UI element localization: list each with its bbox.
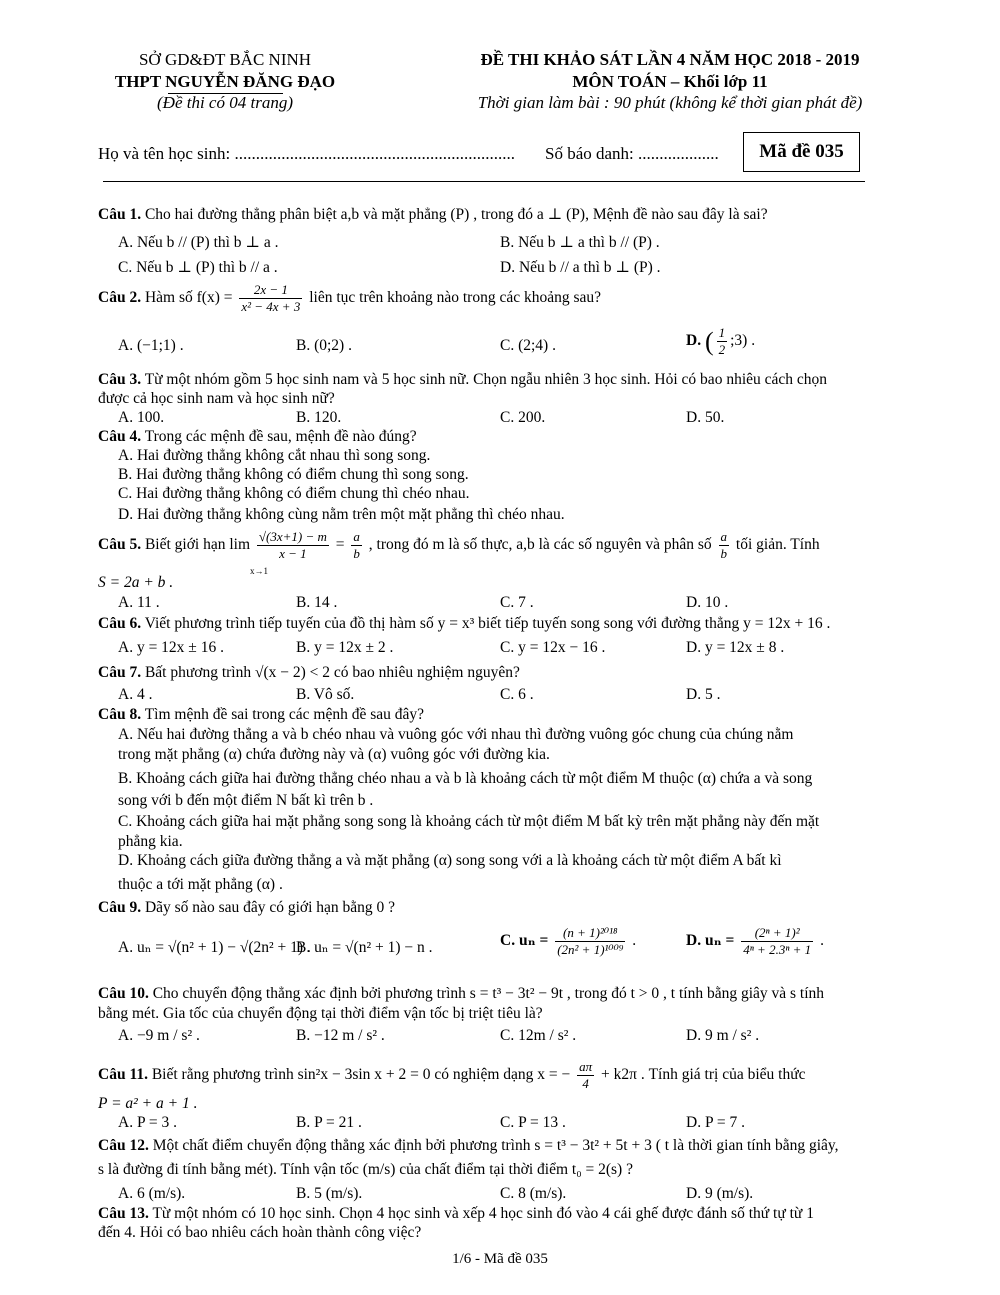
q13-line2: đến 4. Hỏi có bao nhiêu cách hoàn thành công việc? [98, 1224, 422, 1241]
q5-denominator: x − 1 [279, 546, 307, 561]
q9-option-a[interactable]: A. uₙ = √(n² + 1) − √(2n² + 1) . [118, 939, 311, 956]
q2-option-c[interactable]: C. (2;4) . [500, 337, 556, 354]
q9-d-fraction [741, 926, 813, 957]
q9-option-d[interactable]: D. uₙ = $\frac{\text{(2ⁿ + 1)²}}{\text{4ⁿ + 2.3ⁿ + 1}}$ . [686, 925, 824, 957]
q7-option-c[interactable]: C. 6 . [500, 686, 534, 703]
q5-ab-num: a [353, 529, 360, 544]
q2-d-fraction [717, 326, 728, 357]
q11-den: 4 [582, 1076, 589, 1091]
q1-option-c[interactable]: C. Nếu b ⊥ (P) thì b // a . [118, 259, 278, 276]
q4-option-d[interactable]: D. Hai đường thẳng không cùng nằm trên một mặt phẳng thì chéo nhau. [118, 506, 565, 523]
q8-option-b-cont: song với b đến một điểm N bất kì trên b . [118, 792, 374, 809]
subject: MÔN TOÁN – Khối lớp 11 [572, 72, 768, 91]
q2-d-denominator: 2 [718, 342, 726, 357]
question-6 [98, 614, 830, 633]
q7-label: Câu 7. [98, 664, 142, 681]
q1-text: Cho hai đường thẳng phân biệt a,b và mặt phẳng (P) , trong đó a ⊥ (P), Mệnh đề nào sau đây là sai? [144, 206, 768, 223]
q5-limit-fraction [257, 530, 329, 561]
q11-option-b[interactable]: B. P = 21 . [296, 1114, 362, 1131]
question-8 [98, 705, 424, 724]
q3-line2: được cả học sinh nam và học sinh nữ? [98, 390, 335, 407]
question-2 [98, 283, 601, 314]
duration: Thời gian làm bài : 90 phút (không kể thời gian phát đề) [477, 93, 863, 112]
q12-option-d[interactable]: D. 9 (m/s). [686, 1185, 754, 1202]
q11-option-a[interactable]: A. P = 3 . [118, 1114, 177, 1131]
q6-option-c[interactable]: C. y = 12x − 16 . [500, 639, 606, 656]
q6-option-a[interactable]: A. y = 12x ± 16 . [118, 639, 224, 656]
q2-pre: Hàm số f(x) = [144, 289, 233, 307]
question-7 [98, 663, 520, 682]
q9-text: Dãy số nào sau đây có giới hạn bằng 0 ? [144, 899, 396, 916]
q9-label: Câu 9. [98, 899, 142, 916]
q4-text: Trong các mệnh đề sau, mệnh đề nào đúng? [144, 428, 417, 445]
page-footer: 1/6 - Mã đề 035 [452, 1251, 548, 1267]
q11-pre: Biết rằng phương trình sin²x − 3sin x + 2 = 0 có nghiệm dạng x = − [151, 1066, 571, 1084]
q10-option-d[interactable]: D. 9 m / s² . [686, 1027, 760, 1044]
student-id-line: Số báo danh: ................... [545, 144, 719, 163]
q2-option-a[interactable]: A. (−1;1) . [118, 337, 184, 354]
q10-option-b[interactable]: B. −12 m / s² . [296, 1027, 385, 1044]
q6-label: Câu 6. [98, 615, 142, 632]
q8-option-c-cont: phẳng kia. [118, 833, 183, 850]
q2-option-b[interactable]: B. (0;2) . [296, 337, 352, 354]
q1-label: Câu 1. [98, 206, 142, 223]
q11-num: aπ [579, 1059, 593, 1074]
q5-fr-den: b [720, 546, 728, 561]
q2-d-label: D. [686, 332, 702, 350]
q9-d-label: D. uₙ = [686, 932, 735, 950]
q8-option-d[interactable]: D. Khoảng cách giữa đường thẳng a và mặt phẳng (α) song song với a là khoảng cách từ một điểm A bất kì [118, 852, 782, 869]
exam-title: ĐỀ THI KHẢO SÁT LẦN 4 NĂM HỌC 2018 - 2019 [480, 50, 860, 69]
q11-line2: P = a² + a + 1 . [98, 1095, 198, 1112]
q5-label: Câu 5. [98, 536, 142, 554]
q6-text: Viết phương trình tiếp tuyến của đồ thị hàm số y = x³ biết tiếp tuyến song song với đường thẳng y = 12x + 16 . [144, 615, 831, 632]
q10-option-a[interactable]: A. −9 m / s² . [118, 1027, 200, 1044]
q8-option-d-cont: thuộc a tới mặt phẳng (α) . [118, 876, 283, 893]
q7-option-b[interactable]: B. Vô số. [296, 686, 355, 703]
q3-option-a[interactable]: A. 100. [118, 409, 165, 426]
q11-label: Câu 11. [98, 1066, 148, 1084]
q5-ab-fraction-2 [719, 530, 730, 561]
question-12 [98, 1136, 839, 1155]
q7-option-a[interactable]: A. 4 . [118, 686, 153, 703]
q1-option-b[interactable]: B. Nếu b ⊥ a thì b // (P) . [500, 234, 660, 251]
question-11 [98, 1060, 805, 1091]
q3-option-c[interactable]: C. 200. [500, 409, 546, 426]
q6-option-d[interactable]: D. y = 12x ± 8 . [686, 639, 785, 656]
q3-option-b[interactable]: B. 120. [296, 409, 342, 426]
q2-denominator: x² − 4x + 3 [241, 299, 301, 314]
q13-line1: Từ một nhóm có 10 học sinh. Chọn 4 học sinh và xếp 4 học sinh đó vào 4 cái ghế được đánh số thứ tự từ 1 [152, 1205, 814, 1222]
question-13 [98, 1204, 814, 1223]
q9-c-label: C. uₙ = [500, 932, 549, 950]
question-5: Câu 5. Biết giới hạn lim $\frac{√(3x+1) - m}{x - 1}$ = $\frac{a}{b}$ , trong đó m là số thực, a,b là các số nguyên và phân số $\frac{a}{b}$ tối giản. Tính [98, 529, 820, 561]
q8-option-a[interactable]: A. Nếu hai đường thẳng a và b chéo nhau và vuông góc với nhau thì đường vuông góc chung của chúng nằm [118, 726, 794, 743]
q5-option-b[interactable]: B. 14 . [296, 594, 338, 611]
q10-line2: bằng mét. Gia tốc của chuyển động tại thời điểm vận tốc bị triệt tiêu là? [98, 1005, 543, 1022]
q13-label: Câu 13. [98, 1205, 149, 1222]
q5-ab-den: b [353, 546, 360, 561]
q4-label: Câu 4. [98, 428, 142, 445]
q5-option-d[interactable]: D. 10 . [686, 594, 729, 611]
q5-pre: Biết giới hạn lim [144, 536, 251, 554]
student-name-line: Họ và tên học sinh: .................................................................. [98, 144, 515, 163]
q5-post: tối giản. Tính [735, 536, 820, 554]
q9-c-fraction [555, 926, 625, 957]
q9-d-num: (2ⁿ + 1)² [741, 926, 813, 942]
q4-option-c[interactable]: C. Hai đường thẳng không có điểm chung thì chéo nhau. [118, 485, 470, 502]
q2-label: Câu 2. [98, 289, 142, 307]
q2-fraction [239, 283, 302, 314]
q10-label: Câu 10. [98, 985, 149, 1002]
q9-c-den: (2n² + 1)¹⁰⁰⁹ [557, 942, 624, 957]
q2-post: liên tục trên khoảng nào trong các khoảng sau? [309, 289, 602, 307]
q5-mid: , trong đó m là số thực, a,b là các số nguyên và phân số [368, 536, 712, 554]
q7-text: Bất phương trình √(x − 2) < 2 có bao nhiêu nghiệm nguyên? [144, 664, 520, 681]
q11-post: + k2π . Tính giá trị của biểu thức [601, 1066, 806, 1084]
q11-option-c[interactable]: C. P = 13 . [500, 1114, 566, 1131]
q3-option-d[interactable]: D. 50. [686, 409, 725, 426]
q8-option-a-cont: trong mặt phẳng (α) chứa đường này và (α) vuông góc với đường kia. [118, 746, 550, 763]
q10-line1: Cho chuyển động thẳng xác định bởi phương trình s = t³ − 3t² − 9t , trong đó t > 0 , t tính bằng giây và s tính [152, 985, 825, 1002]
q5-option-c[interactable]: C. 7 . [500, 594, 534, 611]
q9-option-b[interactable]: B. uₙ = √(n² + 1) − n . [296, 939, 433, 956]
q3-line1: Từ một nhóm gồm 5 học sinh nam và 5 học sinh nữ. Chọn ngẫu nhiên 3 học sinh. Hỏi có bao nhiêu cách chọn [144, 371, 828, 388]
exam-code-box [743, 132, 860, 172]
q5-ab-fraction [351, 530, 362, 561]
question-4 [98, 427, 417, 446]
q12-option-a[interactable]: A. 6 (m/s). [118, 1185, 186, 1202]
q11-fraction [577, 1060, 594, 1091]
q9-d-den: 4ⁿ + 2.3ⁿ + 1 [743, 942, 812, 957]
q8-option-b[interactable]: B. Khoảng cách giữa hai đường thẳng chéo nhau a và b là khoảng cách từ một điểm M thuộc (α) chứa a và song [118, 770, 813, 787]
question-10 [98, 984, 824, 1003]
q5-option-a[interactable]: A. 11 . [118, 594, 160, 611]
q5-line2: S = 2a + b . [98, 574, 174, 591]
q12-line1: Một chất điểm chuyển động thẳng xác định bởi phương trình s = t³ − 3t² + 5t + 3 ( t là thời gian tính bằng giây, [152, 1137, 839, 1154]
q1-option-a[interactable]: A. Nếu b // (P) thì b ⊥ a . [118, 234, 279, 251]
department: SỞ GD&ĐT BẮC NINH [138, 50, 312, 69]
q3-label: Câu 3. [98, 371, 142, 388]
q2-option-d[interactable]: D. ( $\frac{1}{2}$ ;3) . [686, 325, 756, 357]
q9-option-c[interactable]: C. uₙ = $\frac{\text{(n + 1)²⁰¹⁸}}{\text{(2n² + 1)¹⁰⁰⁹}}$ . [500, 925, 637, 957]
q12-option-b[interactable]: B. 5 (m/s). [296, 1185, 363, 1202]
exam-code: Mã đề 035 [759, 141, 844, 162]
q2-d-post: ;3) . [730, 332, 756, 350]
q10-option-c[interactable]: C. 12m / s² . [500, 1027, 577, 1044]
question-1 [98, 205, 768, 224]
q11-option-d[interactable]: D. P = 7 . [686, 1114, 745, 1131]
pages-note: (Đề thi có 04 trang) [157, 93, 293, 112]
q9-c-num: (n + 1)²⁰¹⁸ [555, 926, 625, 942]
q5-numerator: √(3x+1) − m [258, 529, 327, 544]
q5-limit-sub: x→1 [250, 566, 268, 576]
q12-label: Câu 12. [98, 1137, 149, 1154]
q4-option-a[interactable]: A. Hai đường thẳng không cắt nhau thì song song. [118, 447, 431, 464]
q12-option-c[interactable]: C. 8 (m/s). [500, 1185, 567, 1202]
q8-text: Tìm mệnh đề sai trong các mệnh đề sau đây? [144, 706, 425, 723]
question-3 [98, 370, 827, 389]
q2-d-numerator: 1 [718, 325, 726, 340]
q7-option-d[interactable]: D. 5 . [686, 686, 721, 703]
question-9 [98, 898, 395, 917]
q8-option-c[interactable]: C. Khoảng cách giữa hai mặt phẳng song song là khoảng cách từ một điểm M bất kỳ trên mặt phẳng này đến mặt [118, 813, 820, 830]
school-name: THPT NGUYỄN ĐĂNG ĐẠO [114, 72, 336, 91]
q2-numerator: 2x − 1 [239, 283, 302, 299]
q4-option-b[interactable]: B. Hai đường thẳng không có điểm chung thì song song. [118, 466, 469, 483]
q8-label: Câu 8. [98, 706, 142, 723]
q12-line2: s là đường đi tính bằng mét). Tính vận tốc (m/s) của chất điểm tại thời điểm t₀ = 2(s) ? [98, 1161, 633, 1178]
q6-option-b[interactable]: B. y = 12x ± 2 . [296, 639, 394, 656]
q5-fr-num: a [720, 529, 728, 544]
q1-option-d[interactable]: D. Nếu b // a thì b ⊥ (P) . [500, 259, 661, 276]
header-divider [103, 181, 865, 182]
